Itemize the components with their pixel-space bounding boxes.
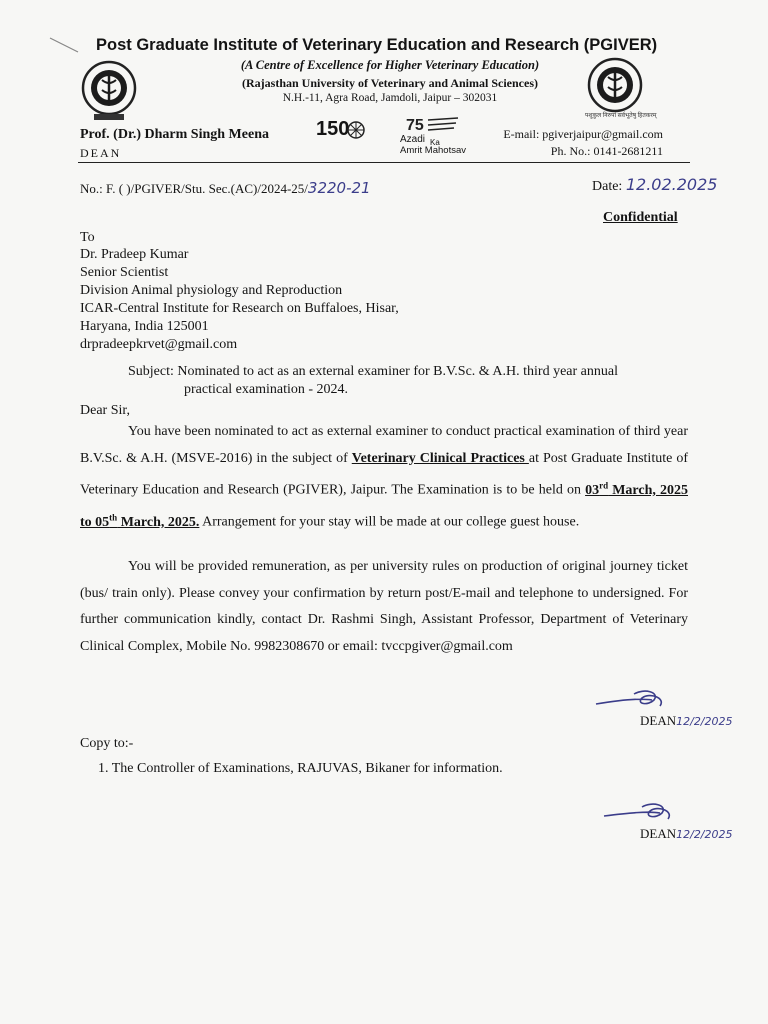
azadi-line2: Amrit Mahotsav [400,145,466,156]
subject-line-1: Subject: Nominated to act as an external examiner for B.V.Sc. & A.H. third year annual [128,364,618,379]
recipient-line: Dr. Pradeep Kumar [80,247,189,262]
p1-text-b: at Post Graduate Institute of Veterinary Education and Research (PGIVER), Jaipur. The Examination is to be held on [80,450,688,498]
p1-text-a: You have been nominated to act as external examiner to conduct practical examination of third year B.V.Sc. & A.H. (MSVE-2016) in the subject of [80,424,688,466]
salutation: Dear Sir, [80,403,130,418]
paragraph-remuneration: You will be provided remuneration, as per university rules on production of original journey ticket (bus/ train only). Please convey your confirmation by return post/E-mail and telephone to undersigned. For further communication kindly, contact Dr. Rashmi Singh, Assistant Professor, Department of Veterinary Clinical Complex, Mobile No. 9982308670 or email: tvccpgiver@gmail.com [80,559,688,654]
azadi-line1: Azadi [400,134,426,145]
recipient-line: ICAR-Central Institute for Research on Buffaloes, Hisar, [80,301,399,316]
wheel-icon [346,120,366,140]
exam-subject: Veterinary Clinical Practices [351,450,529,466]
institute-name: Post Graduate Institute of Veterinary Education and Research (PGIVER) [96,36,658,54]
copy-to-label: Copy to:- [80,736,134,751]
logo-150-years [310,116,370,156]
logo-150-text: 150 [316,118,350,140]
sign-1-date: 12/2/2025 [676,715,733,728]
p1-text-c: Arrangement for your stay will be made at our college guest house. [199,514,580,530]
institute-tagline: (A Centre of Excellence for Higher Veterinary Education) [240,58,540,72]
sign-2-date: 12/2/2025 [676,828,733,841]
reference-number [80,179,371,198]
svg-text:75: 75 [406,117,424,134]
date-handwritten: 12.02.2025 [625,175,718,194]
university-name: (Rajasthan University of Veterinary and Animal Sciences) [242,76,538,90]
date-from-day: 03 [585,482,600,498]
paragraph-nomination [80,419,688,536]
recipient-line: Haryana, India 125001 [80,319,209,334]
pgiver-logo-left-icon [80,60,138,124]
contact-email: E-mail: pgiverjaipur@gmail.com [503,127,663,141]
azadi-ka: Ka [430,138,440,147]
recipient-block [80,246,399,354]
letter-date [592,176,717,196]
institute-address: N.H.-11, Agra Road, Jamdoli, Jaipur – 302031 [282,92,498,104]
date-to-sup: th [109,512,118,523]
reference-printed: No.: F. ( )/PGIVER/Stu. Sec.(AC)/2024-25/ [80,181,308,196]
signature-1-block [640,712,733,730]
to-label: To [80,230,95,245]
azadi-logo [398,114,478,160]
recipient-line: Division Animal physiology and Reproduction [80,283,343,298]
date-label: Date: [592,179,623,194]
dean-name: Prof. (Dr.) Dharm Singh Meena [80,127,269,142]
recipient-email: drpradeepkrvet@gmail.com [80,337,238,352]
azadi-mark-icon [404,114,460,134]
sign-2-label: DEAN [640,826,677,841]
header-divider [78,162,690,163]
contact-phone: Ph. No.: 0141-2681211 [550,144,663,158]
subject-line-2: practical examination - 2024. [184,382,349,397]
corner-mark [48,36,82,56]
date-from-sup: rd [599,480,609,490]
dean-title: DEAN [80,146,122,160]
sign-1-label: DEAN [640,713,677,728]
copy-item: 1. The Controller of Examinations, RAJUVAS, Bikaner for information. [98,761,503,776]
signature-2-block [640,825,733,843]
date-to-rest: March, 2025. [117,514,200,530]
confidential-label: Confidential [603,210,678,225]
reference-handwritten: 3220-21 [307,179,371,197]
recipient-line: Senior Scientist [80,265,169,280]
hindi-motto: पशुकुल निरुपां सर्वभूतेषु हितकरम् [585,113,657,119]
date-from-rest: March, 2025 to 05 [80,482,688,530]
